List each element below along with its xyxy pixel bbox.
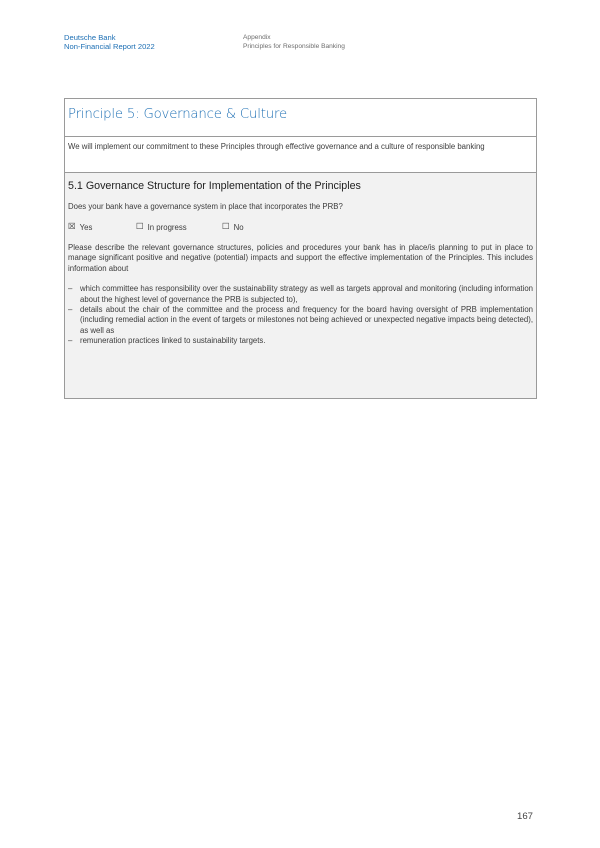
- dash-icon: –: [68, 284, 73, 294]
- list-item: – details about the chair of the committee and the process and frequency for the board having oversight of PRB implementation (including remedial action in the event of targets or milestones not being achieved or unexpected negative impacts being detected), as well as: [68, 305, 533, 335]
- dash-icon: –: [68, 336, 73, 346]
- principle-title-row: [65, 99, 536, 137]
- list-item: – which committee has responsibility over the sustainability strategy as well as targets approval and monitoring (including information about the highest level of governance the PRB is subjected to),: [68, 284, 533, 304]
- option-no: [222, 222, 244, 232]
- subsection-name: Principles for Responsible Banking: [243, 43, 345, 51]
- header-right: [243, 33, 345, 52]
- option-label: In progress: [147, 222, 187, 232]
- section-body: [65, 173, 536, 347]
- header-left: [64, 33, 155, 52]
- report-name: Non-Financial Report 2022: [64, 42, 155, 52]
- bullet-list: [68, 284, 533, 346]
- option-yes: [68, 222, 136, 232]
- unchecked-checkbox-icon: ☐: [136, 222, 144, 232]
- description-paragraph: Please describe the relevant governance structures, policies and procedures your bank has in place/is planning to put in place to manage significant positive and negative (potential) impacts and support the effective implementation of the Principles. This includes information about: [68, 243, 533, 273]
- company-name: Deutsche Bank: [64, 33, 116, 42]
- dash-icon: –: [68, 305, 73, 315]
- page-number: 167: [517, 811, 534, 822]
- unchecked-checkbox-icon: ☐: [222, 222, 230, 232]
- list-item: – remuneration practices linked to sustainability targets.: [68, 336, 266, 346]
- option-label: No: [233, 222, 244, 232]
- section-name: Appendix: [243, 34, 271, 41]
- section-title: 5.1 Governance Structure for Implementation of the Principles: [68, 180, 361, 192]
- option-in-progress: [136, 222, 222, 232]
- governance-question: Does your bank have a governance system in place that incorporates the PRB?: [68, 202, 343, 211]
- principle-title: Principle 5: Governance & Culture: [68, 107, 287, 122]
- principle-intro: We will implement our commitment to these Principles through effective governance and a culture of responsible banking: [65, 137, 536, 173]
- option-label: Yes: [79, 222, 93, 232]
- answer-options: [68, 222, 533, 232]
- checked-checkbox-icon: ☒: [68, 222, 76, 232]
- principle-table: [64, 98, 537, 399]
